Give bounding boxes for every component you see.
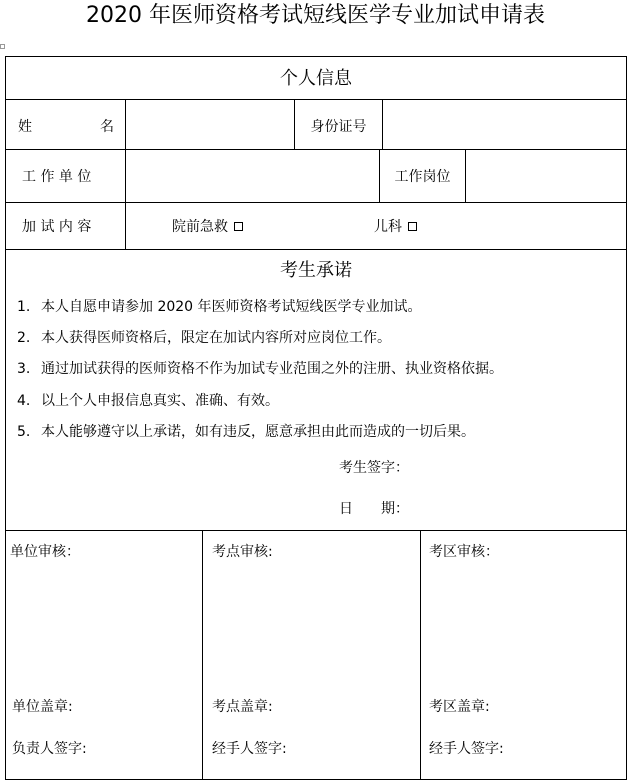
promise-item: [17, 392, 279, 410]
site-stamp-label: 考点盖章:: [212, 699, 273, 715]
work-unit-field[interactable]: [126, 150, 378, 201]
promise-text: 以上个人申报信息真实、准确、有效。: [41, 393, 279, 409]
personal-info-heading: 个人信息: [280, 68, 352, 89]
option-pediatrics-label: 儿科: [374, 219, 402, 235]
id-number-label: 身份证号: [310, 119, 367, 135]
option-prehospital-label: 院前急救: [172, 219, 228, 235]
work-post-label: 工作岗位: [394, 169, 451, 185]
divider: [6, 249, 626, 250]
application-form: [5, 56, 627, 780]
divider: [420, 530, 421, 780]
work-post-field[interactable]: [466, 150, 626, 201]
work-unit-label: 工 作 单 位: [22, 169, 92, 185]
promise-number: 1.: [17, 299, 31, 315]
district-stamp-label: 考区盖章:: [429, 699, 490, 715]
checkbox-prehospital[interactable]: [234, 222, 243, 231]
divider: [125, 202, 126, 249]
promise-item: [17, 423, 475, 441]
promise-number: 3.: [17, 361, 31, 377]
promise-item: [17, 298, 422, 316]
promise-item: [17, 329, 391, 347]
candidate-signature-label: 考生签字：: [339, 460, 409, 476]
unit-review-title: 单位审核：: [10, 544, 80, 560]
option-prehospital[interactable]: [172, 218, 243, 236]
promise-heading: 考生承诺: [280, 260, 352, 281]
exam-content-label: 加 试 内 容: [22, 219, 92, 235]
site-review-title: 考点审核:: [212, 544, 273, 560]
id-number-field[interactable]: [383, 100, 626, 148]
anchor-marker: [0, 44, 5, 49]
divider: [6, 202, 626, 203]
promise-text: 本人能够遵守以上承诺，如有违反，愿意承担由此而造成的一切后果。: [41, 424, 475, 440]
promise-number: 2.: [17, 330, 31, 346]
site-signature-label: 经手人签字:: [212, 741, 287, 757]
promise-number: 5.: [17, 424, 31, 440]
district-review-title: 考区审核：: [429, 544, 499, 560]
option-pediatrics[interactable]: [374, 218, 417, 236]
district-signature-label: 经手人签字:: [429, 741, 504, 757]
divider: [202, 530, 203, 780]
page-title: 2020 年医师资格考试短线医学专业加试申请表: [86, 3, 545, 28]
promise-item: [17, 360, 503, 378]
promise-text: 本人自愿申请参加 2020 年医师资格考试短线医学专业加试。: [41, 299, 422, 315]
name-field[interactable]: [126, 100, 294, 148]
promise-text: 本人获得医师资格后，限定在加试内容所对应岗位工作。: [41, 330, 391, 346]
date-label: 日 期：: [339, 501, 409, 517]
checkbox-pediatrics[interactable]: [408, 222, 417, 231]
divider: [6, 530, 626, 531]
unit-stamp-label: 单位盖章:: [12, 699, 73, 715]
promise-number: 4.: [17, 393, 31, 409]
unit-signature-label: 负责人签字:: [12, 741, 87, 757]
name-label: 姓 名: [18, 119, 114, 135]
promise-text: 通过加试获得的医师资格不作为加试专业范围之外的注册、执业资格依据。: [41, 361, 503, 377]
